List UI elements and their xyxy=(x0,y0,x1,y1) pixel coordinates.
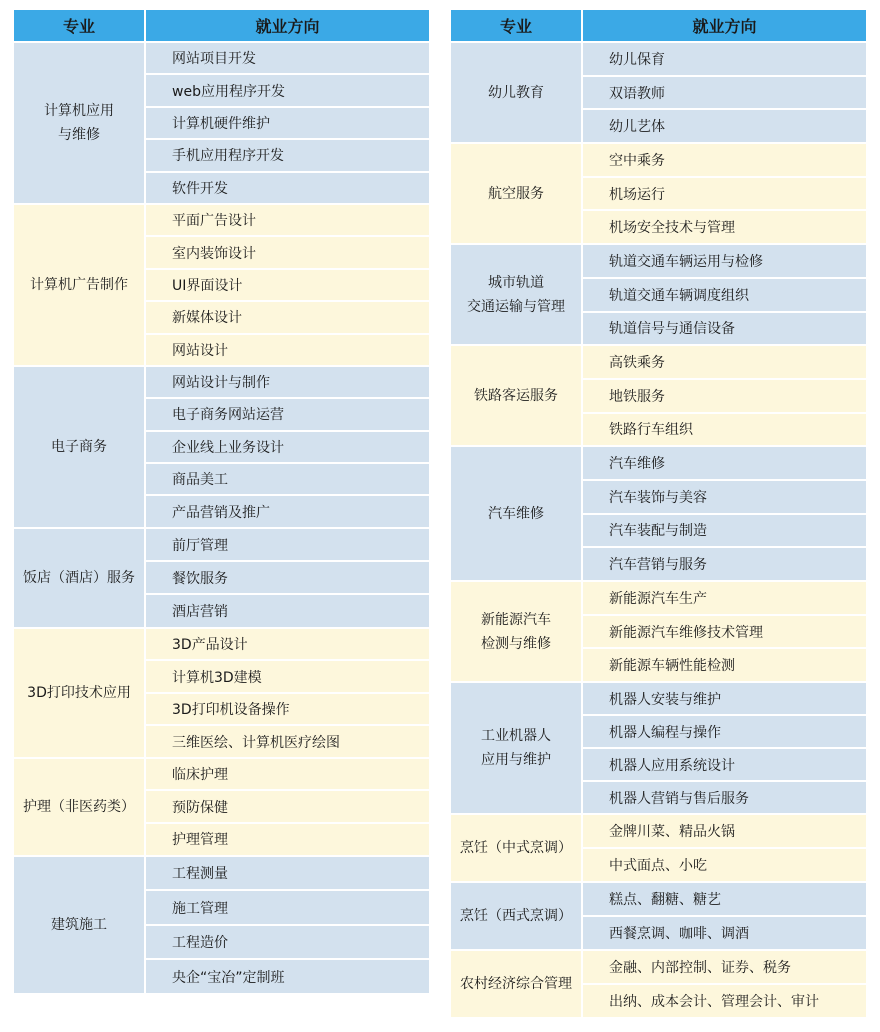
major-group xyxy=(14,43,429,203)
header-direction: 就业方向 xyxy=(146,10,429,41)
direction-item: 机器人应用系统设计 xyxy=(583,749,866,780)
table-header xyxy=(14,10,429,41)
direction-item: 新媒体设计 xyxy=(146,302,429,332)
direction-item: 网站项目开发 xyxy=(146,43,429,73)
major-name: 城市轨道 交通运输与管理 xyxy=(451,245,581,344)
direction-item: 轨道信号与通信设备 xyxy=(583,313,866,345)
direction-item: 汽车营销与服务 xyxy=(583,548,866,580)
major-group xyxy=(14,759,429,855)
direction-item: 产品营销及推广 xyxy=(146,496,429,526)
direction-item: 工程测量 xyxy=(146,857,429,890)
major-group xyxy=(14,367,429,527)
major-name: 农村经济综合管理 xyxy=(451,951,581,1017)
direction-item: 酒店营销 xyxy=(146,595,429,626)
direction-item: 三维医绘、计算机医疗绘图 xyxy=(146,726,429,757)
direction-item: 餐饮服务 xyxy=(146,562,429,593)
direction-item: 汽车装配与制造 xyxy=(583,515,866,547)
major-group xyxy=(451,582,866,681)
direction-item: 手机应用程序开发 xyxy=(146,140,429,170)
direction-list xyxy=(583,951,866,1017)
direction-list xyxy=(583,346,866,445)
direction-list xyxy=(146,205,429,365)
direction-item: 金牌川菜、精品火锅 xyxy=(583,815,866,847)
direction-item: 商品美工 xyxy=(146,464,429,494)
major-group xyxy=(451,144,866,243)
major-group xyxy=(14,205,429,365)
direction-item: 出纳、成本会计、管理会计、审计 xyxy=(583,985,866,1017)
header-major: 专业 xyxy=(14,10,144,41)
direction-item: 预防保健 xyxy=(146,791,429,822)
direction-list xyxy=(146,529,429,627)
direction-item: 3D打印机设备操作 xyxy=(146,694,429,725)
direction-list xyxy=(583,447,866,580)
major-group xyxy=(14,629,429,757)
major-name: 铁路客运服务 xyxy=(451,346,581,445)
major-group xyxy=(451,951,866,1017)
major-group xyxy=(451,683,866,813)
major-group xyxy=(14,529,429,627)
direction-list xyxy=(583,43,866,142)
direction-item: 软件开发 xyxy=(146,173,429,203)
major-name: 计算机应用 与维修 xyxy=(14,43,144,203)
direction-item: 机器人营销与售后服务 xyxy=(583,782,866,813)
direction-list xyxy=(583,815,866,881)
direction-item: 机场安全技术与管理 xyxy=(583,211,866,243)
major-name: 护理（非医药类） xyxy=(14,759,144,855)
direction-list xyxy=(583,144,866,243)
direction-item: 汽车装饰与美容 xyxy=(583,481,866,513)
direction-item: 西餐烹调、咖啡、调酒 xyxy=(583,917,866,949)
major-name: 新能源汽车 检测与维修 xyxy=(451,582,581,681)
major-name: 建筑施工 xyxy=(14,857,144,993)
table-header xyxy=(451,10,866,41)
direction-item: 轨道交通车辆运用与检修 xyxy=(583,245,866,277)
major-name: 幼儿教育 xyxy=(451,43,581,142)
major-name: 3D打印技术应用 xyxy=(14,629,144,757)
major-group xyxy=(451,245,866,344)
direction-item: 铁路行车组织 xyxy=(583,414,866,446)
direction-item: 护理管理 xyxy=(146,824,429,855)
major-group xyxy=(451,883,866,949)
direction-item: 新能源车辆性能检测 xyxy=(583,649,866,681)
major-name: 计算机广告制作 xyxy=(14,205,144,365)
direction-item: 幼儿艺体 xyxy=(583,110,866,142)
major-group xyxy=(451,815,866,881)
direction-item: 高铁乘务 xyxy=(583,346,866,378)
direction-item: 前厅管理 xyxy=(146,529,429,560)
direction-item: 机器人安装与维护 xyxy=(583,683,866,714)
major-name: 烹饪（中式烹调） xyxy=(451,815,581,881)
direction-item: 汽车维修 xyxy=(583,447,866,479)
direction-list xyxy=(146,43,429,203)
direction-item: 空中乘务 xyxy=(583,144,866,176)
direction-item: 临床护理 xyxy=(146,759,429,790)
direction-item: 金融、内部控制、证券、税务 xyxy=(583,951,866,983)
direction-item: 平面广告设计 xyxy=(146,205,429,235)
direction-list xyxy=(146,367,429,527)
major-group xyxy=(451,43,866,142)
major-group xyxy=(451,447,866,580)
major-group xyxy=(451,346,866,445)
right-table xyxy=(451,10,866,1019)
direction-list xyxy=(583,683,866,813)
major-group xyxy=(14,857,429,993)
direction-item: 中式面点、小吃 xyxy=(583,849,866,881)
direction-item: 企业线上业务设计 xyxy=(146,432,429,462)
left-table xyxy=(14,10,429,995)
direction-item: 网站设计 xyxy=(146,335,429,365)
direction-item: 机器人编程与操作 xyxy=(583,716,866,747)
header-major: 专业 xyxy=(451,10,581,41)
direction-list xyxy=(146,629,429,757)
direction-item: 机场运行 xyxy=(583,178,866,210)
direction-item: 地铁服务 xyxy=(583,380,866,412)
major-name: 电子商务 xyxy=(14,367,144,527)
direction-list xyxy=(583,582,866,681)
direction-item: 新能源汽车维修技术管理 xyxy=(583,616,866,648)
direction-item: 计算机3D建模 xyxy=(146,661,429,692)
direction-item: 网站设计与制作 xyxy=(146,367,429,397)
header-direction: 就业方向 xyxy=(583,10,866,41)
direction-list xyxy=(583,245,866,344)
direction-list xyxy=(583,883,866,949)
direction-item: 央企“宝冶”定制班 xyxy=(146,960,429,993)
major-name: 工业机器人 应用与维护 xyxy=(451,683,581,813)
direction-item: 新能源汽车生产 xyxy=(583,582,866,614)
direction-item: 计算机硬件维护 xyxy=(146,108,429,138)
direction-item: UI界面设计 xyxy=(146,270,429,300)
direction-item: 双语教师 xyxy=(583,77,866,109)
direction-item: 电子商务网站运营 xyxy=(146,399,429,429)
direction-item: web应用程序开发 xyxy=(146,75,429,105)
direction-item: 幼儿保育 xyxy=(583,43,866,75)
direction-item: 轨道交通车辆调度组织 xyxy=(583,279,866,311)
direction-item: 室内装饰设计 xyxy=(146,237,429,267)
direction-item: 3D产品设计 xyxy=(146,629,429,660)
major-name: 航空服务 xyxy=(451,144,581,243)
major-name: 汽车维修 xyxy=(451,447,581,580)
direction-list xyxy=(146,759,429,855)
direction-item: 工程造价 xyxy=(146,926,429,959)
direction-list xyxy=(146,857,429,993)
direction-item: 糕点、翻糖、糖艺 xyxy=(583,883,866,915)
major-name: 饭店（酒店）服务 xyxy=(14,529,144,627)
major-name: 烹饪（西式烹调） xyxy=(451,883,581,949)
direction-item: 施工管理 xyxy=(146,891,429,924)
